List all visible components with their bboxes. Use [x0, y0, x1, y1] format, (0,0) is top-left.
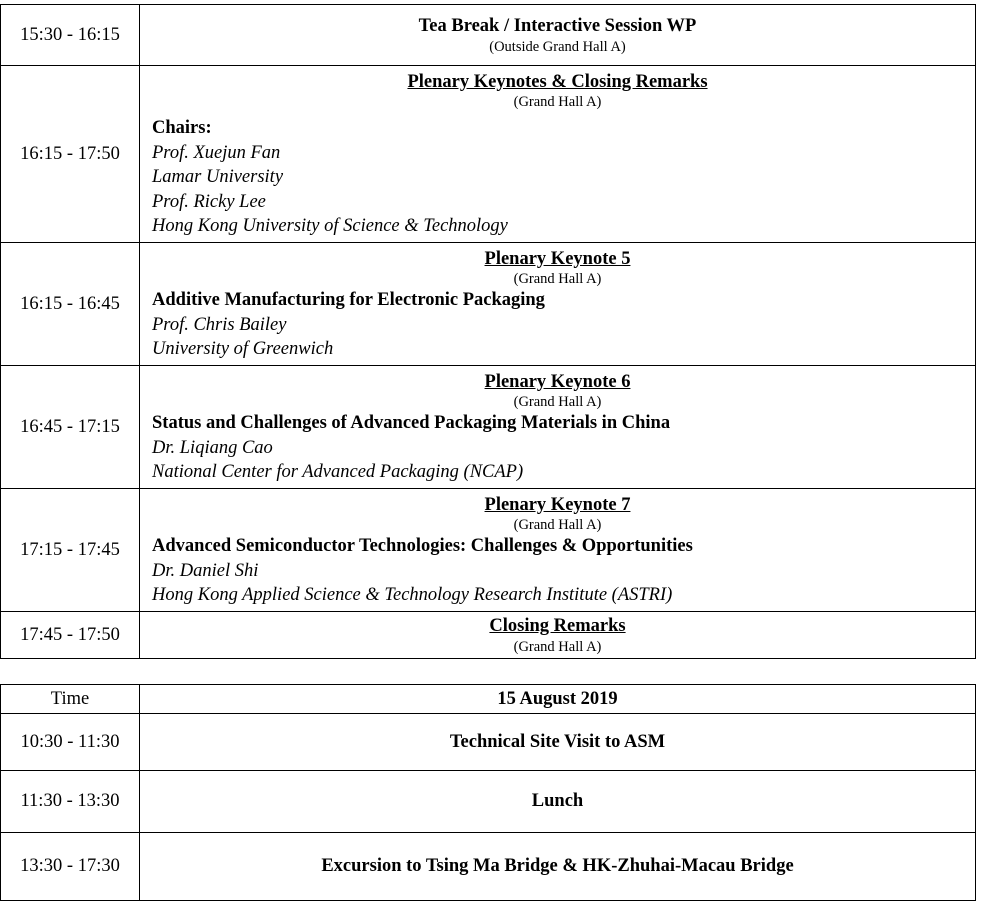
speaker-affiliation: Hong Kong Applied Science & Technology Research Institute (ASTRI) — [152, 585, 673, 605]
session-cell — [140, 66, 976, 243]
time-cell: 13:30 - 17:30 — [1, 833, 140, 901]
chair-affiliation: Hong Kong University of Science & Technology — [152, 216, 508, 236]
table-row — [1, 612, 976, 659]
session-cell — [140, 489, 976, 612]
speaker-name: Dr. Daniel Shi — [152, 560, 259, 581]
chair-affiliation: Lamar University — [152, 167, 284, 187]
speaker-name: Prof. Chris Bailey — [152, 314, 287, 335]
table-header-row — [1, 685, 976, 714]
speaker-name: Dr. Liqiang Cao — [152, 437, 273, 458]
session-venue: (Grand Hall A) — [513, 271, 602, 287]
time-cell: 16:15 - 17:50 — [1, 66, 140, 243]
table-row — [1, 66, 976, 243]
session-venue: (Outside Grand Hall A) — [489, 38, 626, 55]
speaker-affiliation: University of Greenwich — [152, 339, 334, 359]
talk-title: Status and Challenges of Advanced Packaging Materials in China — [152, 413, 671, 433]
session-cell — [140, 5, 976, 66]
time-cell: 10:30 - 11:30 — [1, 714, 140, 771]
table-row — [1, 771, 976, 833]
event-cell: Technical Site Visit to ASM — [140, 714, 976, 771]
chairs-label: Chairs: — [152, 118, 212, 138]
session-cell — [140, 366, 976, 489]
chair-name: Prof. Ricky Lee — [152, 191, 266, 212]
chair-name: Prof. Xuejun Fan — [152, 142, 281, 163]
session-title: Plenary Keynote 5 — [484, 248, 631, 269]
program-table-day1 — [0, 4, 976, 659]
speaker-affiliation: National Center for Advanced Packaging (NCAP) — [152, 462, 524, 482]
session-title: Tea Break / Interactive Session WP — [418, 16, 697, 37]
session-venue: (Grand Hall A) — [513, 638, 602, 655]
talk-title: Advanced Semiconductor Technologies: Challenges & Opportunities — [152, 536, 693, 556]
header-date: 15 August 2019 — [140, 685, 976, 714]
session-venue: (Grand Hall A) — [513, 94, 602, 110]
table-row — [1, 489, 976, 612]
session-cell — [140, 243, 976, 366]
talk-title: Additive Manufacturing for Electronic Packaging — [152, 290, 545, 310]
session-title: Closing Remarks — [489, 616, 626, 637]
session-venue: (Grand Hall A) — [513, 517, 602, 533]
session-cell — [140, 612, 976, 659]
header-time: Time — [1, 685, 140, 714]
session-title: Plenary Keynotes & Closing Remarks — [407, 71, 708, 92]
session-title: Plenary Keynote 6 — [484, 371, 631, 392]
session-venue: (Grand Hall A) — [513, 394, 602, 410]
table-row — [1, 833, 976, 901]
table-row — [1, 243, 976, 366]
table-row — [1, 714, 976, 771]
time-cell: 16:45 - 17:15 — [1, 366, 140, 489]
time-cell: 17:45 - 17:50 — [1, 612, 140, 659]
time-cell: 16:15 - 16:45 — [1, 243, 140, 366]
time-cell: 15:30 - 16:15 — [1, 5, 140, 66]
time-cell: 17:15 - 17:45 — [1, 489, 140, 612]
table-row — [1, 5, 976, 66]
time-cell: 11:30 - 13:30 — [1, 771, 140, 833]
program-table-day2 — [0, 684, 976, 901]
table-row — [1, 366, 976, 489]
session-title: Plenary Keynote 7 — [484, 494, 631, 515]
event-cell: Lunch — [140, 771, 976, 833]
event-cell: Excursion to Tsing Ma Bridge & HK-Zhuhai-Macau Bridge — [140, 833, 976, 901]
